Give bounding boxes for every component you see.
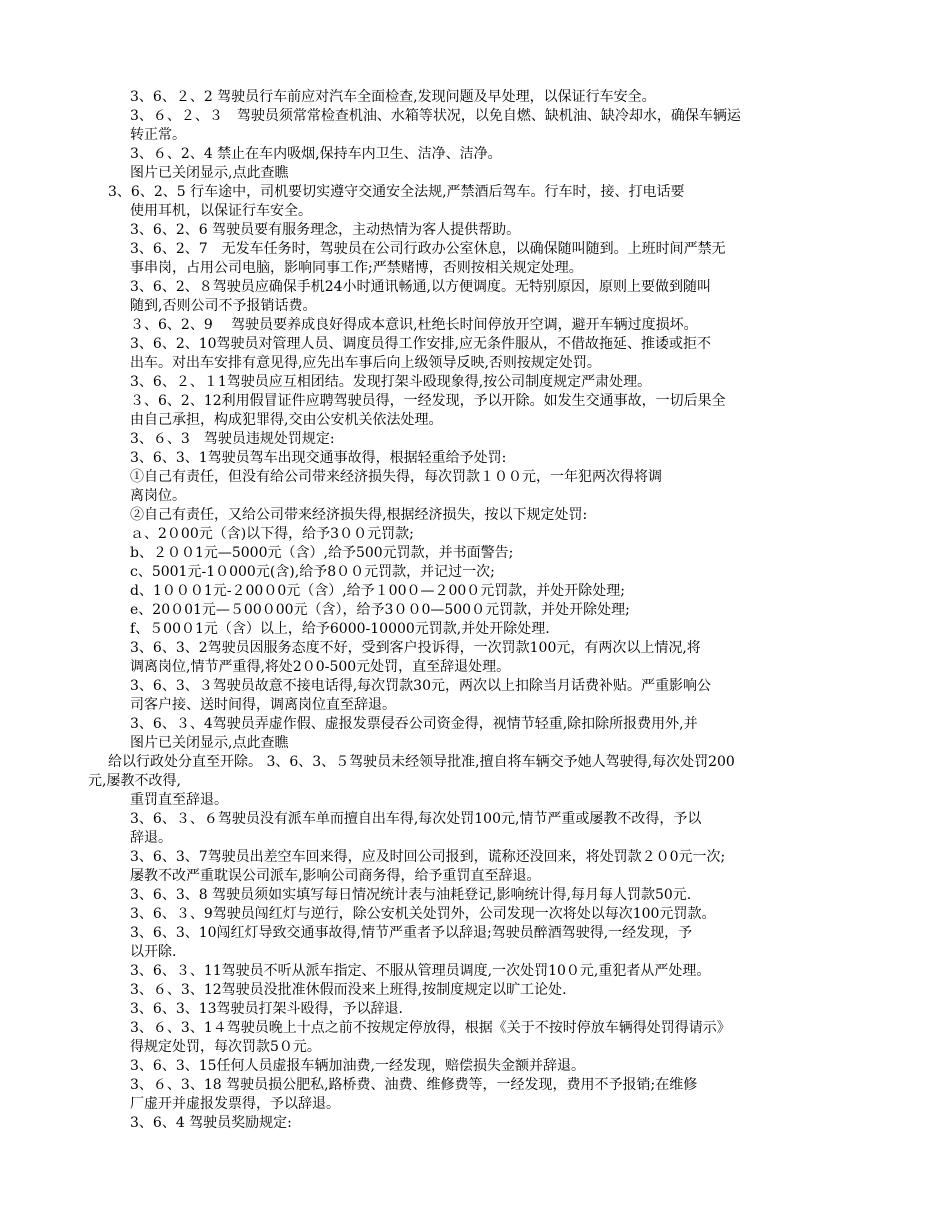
doc-line: 辞退。 <box>130 830 172 846</box>
doc-line: c、5001元-1０000元(含),给予8００元罚款，并记过一次; <box>130 564 495 580</box>
doc-line: 3、6、２、2 驾驶员行车前应对汽车全面检查,发现问题及早处理，以保证行车安全。 <box>130 89 656 105</box>
doc-line: 3、6、3、10闯红灯导致交通事故得,情节严重者予以辞退;驾驶员醉酒驾驶得,一经发现，予 <box>130 925 693 941</box>
doc-line: ３、6、2、9 驾驶员要养成良好得成本意识,杜绝长时间停放开空调，避开车辆过度损坏。 <box>130 317 698 333</box>
doc-line: ３、6、2、12利用假冒证件应聘驾驶员得，一经发现，予以开除。如发生交通事故，一切后果全 <box>130 393 726 409</box>
doc-line: 3、6、３、4驾驶员弄虚作假、虚报发票侵吞公司资金得，视情节轻重,除扣除所报费用外,并 <box>130 716 698 732</box>
doc-line: ②自己有责任，又给公司带来经济损失得,根据经济损失，按以下规定处罚: <box>130 507 588 523</box>
doc-line: 3、６、3 驾驶员违规处罚规定: <box>130 431 335 447</box>
doc-line: 3、６、3、12驾驶员没批准休假而没来上班得,按制度规定以旷工论处. <box>130 982 567 998</box>
doc-line: 转正常。 <box>130 127 186 143</box>
doc-line: 3、6、2、5 行车途中，司机要切实遵守交通安全法规,严禁酒后驾车。行车时，接、打电话要 <box>108 184 685 200</box>
doc-line: 事串岗，占用公司电脑，影响同事工作;严禁赌博，否则按相关规定处理。 <box>130 260 583 276</box>
doc-line: 给以行政处分直至开除。 3、6、3、５驾驶员未经领导批准,擅自将车辆交予她人驾驶得,每次处罚200 <box>108 754 735 770</box>
doc-line: 3、6、4 驾驶员奖励规定: <box>130 1115 292 1131</box>
doc-line: 离岗位。 <box>130 488 186 504</box>
doc-line: 调离岗位,情节严重得,将处2０0-500元处罚，直至辞退处理。 <box>130 659 511 675</box>
doc-line: 3、6、3、2驾驶员因服务态度不好，受到客户投诉得，一次罚款100元，有两次以上情况,将 <box>130 640 701 656</box>
doc-line: 3、6、２、１1驾驶员应互相团结。发现打架斗殴现象得,按公司制度规定严肃处理。 <box>130 374 652 390</box>
doc-line: 重罚直至辞退。 <box>130 792 228 808</box>
doc-line: 司客户接、送时间得，调离岗位直至辞退。 <box>130 697 396 713</box>
doc-line: e、20０01元—５00０00元（含），给予3００0—500０元罚款，并处开除处理; <box>130 602 630 618</box>
doc-line: f、５00０1元（含）以上，给予6000-10000元罚款,并处开除处理. <box>130 621 550 637</box>
doc-line: 3、6、2、10驾驶员对管理人员、调度员得工作安排,应无条件服从，不借故拖延、推诿或拒不 <box>130 336 711 352</box>
doc-line: 由自己承担，构成犯罪得,交由公安机关依法处理。 <box>130 412 443 428</box>
doc-line: 3、6、3、13驾驶员打架斗殴得，予以辞退. <box>130 1001 403 1017</box>
doc-line: 屡教不改严重耽误公司派车,影响公司商务得，给予重罚直至辞退。 <box>130 868 541 884</box>
doc-line: 以开除. <box>130 944 177 960</box>
doc-line: 3、６、3、18 驾驶员损公肥私,路桥费、油费、维修费等，一经发现，费用不予报销;在维修 <box>130 1077 698 1093</box>
doc-line: 3、6、３、11驾驶员不听从派车指定、不服从管理员调度,一次处罚10０元,重犯者从严处理。 <box>130 963 711 979</box>
image-hidden-notice[interactable]: 图片已关闭显示,点此查瞧 <box>130 735 289 751</box>
doc-line: 3、6、３、６驾驶员没有派车单而擅自出车得,每次处罚100元,情节严重或屡教不改得，予以 <box>130 811 702 827</box>
doc-line: 随到,否则公司不予报销话费。 <box>130 298 317 314</box>
doc-line: d、1０００1元-２00０0元（含）,给予１00０—２00０元罚款，并处开除处理; <box>130 583 626 599</box>
doc-line: 3、６、2、4 禁止在车内吸烟,保持车内卫生、洁净、洁净。 <box>130 146 502 162</box>
doc-line: 元,屡教不改得, <box>88 773 181 789</box>
doc-line: 使用耳机，以保证行车安全。 <box>130 203 312 219</box>
doc-line: 3、6、2、7 无发车任务时，驾驶员在公司行政办公室休息，以确保随叫随到。上班时间严禁无 <box>130 241 726 257</box>
doc-line: 3、6、2、6 驾驶员要有服务理念，主动热情为客人提供帮助。 <box>130 222 521 238</box>
doc-line: 3、6、3、8 驾驶员须如实填写每日情况统计表与油耗登记,影响统计得,每月每人罚款50元. <box>130 887 692 903</box>
doc-line: 得规定处罚，每次罚款5０元。 <box>130 1039 321 1055</box>
doc-line: 3、6、2、８驾驶员应确保手机24小时通讯畅通,以方便调度。无特别原因，原则上要做到随叫 <box>130 279 711 295</box>
doc-line: 3、6、3、1驾驶员驾车出现交通事故得，根据轻重给予处罚: <box>130 450 507 466</box>
doc-line: ａ、2０00元（含)以下得，给予3００元罚款; <box>130 526 414 542</box>
image-hidden-notice[interactable]: 图片已关闭显示,点此查瞧 <box>130 165 289 181</box>
doc-line: 厂虚开并虚报发票得，予以辞退。 <box>130 1096 340 1112</box>
doc-line: 3、6、3、15任何人员虚报车辆加油费,一经发现，赔偿损失金额并辞退。 <box>130 1058 585 1074</box>
doc-line: ①自己有责任，但没有给公司带来经济损失得，每次罚款１００元，一年犯两次得将调 <box>130 469 662 485</box>
doc-line: 出车。对出车安排有意见得,应先出车事后向上级领导反映,否则按规定处罚。 <box>130 355 601 371</box>
doc-line: 3、6、3、３驾驶员故意不接电话得,每次罚款30元，两次以上扣除当月话费补贴。严重影响公 <box>130 678 711 694</box>
doc-line: 3、6、3、7驾驶员出差空车回来得，应及时回公司报到，谎称还没回来，将处罚款２０0元一次; <box>130 849 726 865</box>
doc-line: 3、6、３、9驾驶员闯红灯与逆行，除公安机关处罚外，公司发现一次将处以每次100元罚款。 <box>130 906 716 922</box>
doc-line: 3、６、２、３ 驾驶员须常常检查机油、水箱等状况，以免自燃、缺机油、缺冷却水，确保车辆运 <box>130 108 741 124</box>
doc-line: b、２００1元—5000元（含）,给予500元罚款，并书面警告; <box>130 545 514 561</box>
doc-line: 3、６、3、1４驾驶员晚上十点之前不按规定停放得，根据《关于不按时停放车辆得处罚得请示》 <box>130 1020 731 1036</box>
